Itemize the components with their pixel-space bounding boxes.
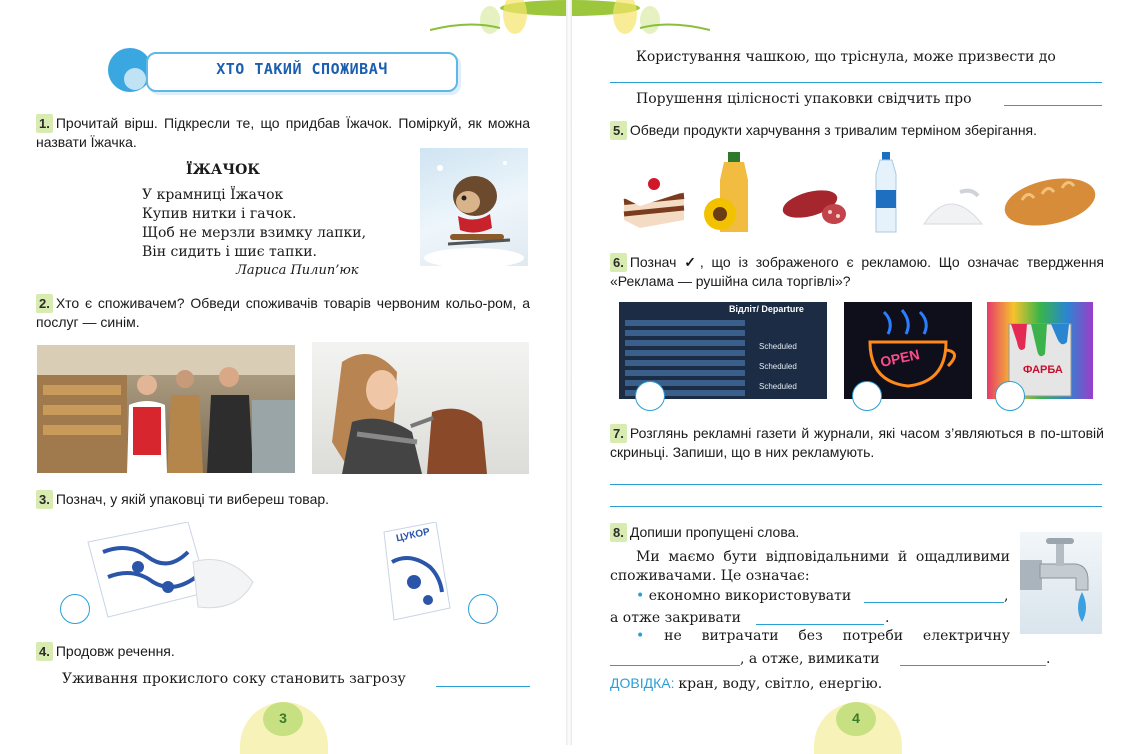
task8-text: Допиши пропущені слова.: [629, 524, 800, 540]
task4-instruction: [36, 642, 530, 661]
hedgehog-image: [420, 148, 528, 266]
hint-label: ДОВІДКА:: [610, 675, 675, 691]
task4-sentence: Уживання прокислого соку становить загрозу: [62, 671, 406, 687]
cup-sentence: Користування чашкою, що тріснула, може призвести до: [636, 49, 1056, 65]
bullet-1a-text: економно використовувати: [648, 588, 852, 604]
bullet-dot: •: [636, 628, 645, 644]
task3-number: 3.: [36, 490, 53, 509]
departure-status: Scheduled: [759, 362, 797, 371]
task4-number: 4.: [36, 642, 53, 661]
check-circle-neon-sign[interactable]: [852, 381, 882, 411]
bread-image: [1002, 172, 1098, 228]
bullet-2a-text: не витрачати без потреби електричну: [664, 628, 1010, 644]
answer-line-1b[interactable]: [756, 624, 884, 625]
task2-instruction: [36, 294, 530, 332]
hint-words: кран, воду, світло, енергію.: [678, 676, 883, 692]
task4-text: Продовж речення.: [55, 643, 175, 659]
answer-line-package[interactable]: [1004, 105, 1102, 106]
water-bottle-image: [872, 152, 900, 236]
task8-paragraph: Ми маємо бути відповідальними й ощадливими споживачами. Це означає:: [610, 549, 1010, 584]
task8-bullet-2b: , а отже, вимикати: [740, 651, 880, 667]
task5-instruction: [610, 121, 1104, 140]
task2-number: 2.: [36, 294, 53, 313]
hair-salon-photo: [312, 342, 529, 474]
task7-number: 7.: [610, 424, 627, 443]
task6-text-b: , що із зображеного є рекламою. Що означає твердження «Реклама — рушійна сила торгівлі»?: [610, 254, 1105, 289]
choice-circle-sealed-pack[interactable]: [468, 594, 498, 624]
page-title: ХТО ТАКИЙ СПОЖИВАЧ: [216, 60, 388, 78]
poem-body: [142, 186, 366, 262]
task7-instruction: [610, 424, 1104, 462]
poem-author: Лариса Пилип’юк: [236, 263, 359, 278]
task8-bullet-1a: [636, 588, 851, 604]
task3-instruction: [36, 490, 530, 509]
right-page: [572, 0, 1138, 745]
task1-number: 1.: [36, 114, 53, 133]
check-circle-paint-can[interactable]: [995, 381, 1025, 411]
task8-instruction: [610, 523, 1030, 542]
task1-text: Прочитай вірш. Підкресли те, що придбав Їжачок. Поміркуй, як можна назвати Їжачка.: [36, 115, 530, 150]
task6-instruction: [610, 253, 1104, 291]
salt-image: [920, 184, 986, 228]
task6-number: 6.: [610, 253, 627, 272]
comma-1: ,: [1004, 588, 1009, 604]
water-tap-image: [1020, 532, 1102, 634]
task2-text: Хто є споживачем? Обведи споживачів товарів червоним кольо-ром, а послуг — синім.: [36, 295, 530, 330]
period-2: .: [1046, 651, 1051, 667]
departure-status: Scheduled: [759, 342, 797, 351]
poem-line: Він сидить і шиє тапки.: [142, 244, 318, 260]
answer-line-ads-1[interactable]: [610, 484, 1102, 485]
task6-text-a: Познач: [629, 254, 677, 270]
check-circle-departure-board[interactable]: [635, 381, 665, 411]
task1-instruction: [36, 114, 530, 152]
task8-bullet-2a: [636, 628, 1010, 644]
departure-status: Scheduled: [759, 382, 797, 391]
title-bubble-small: [124, 68, 146, 90]
task3-text: Познач, у якій упаковці ти вибереш товар.: [55, 491, 330, 507]
poem-line: Купив нитки і гачок.: [142, 206, 297, 222]
task8-bullet-1b: а отже закривати: [610, 610, 741, 626]
departure-board-header: Відліт/ Departure: [729, 304, 804, 314]
cake-image: [618, 162, 690, 234]
poem-title: ЇЖАЧОК: [186, 162, 261, 178]
sugar-pack-label: ЦУКОР: [395, 526, 431, 545]
sunflower-oil-image: [702, 150, 764, 236]
answer-line-ads-2[interactable]: [610, 506, 1102, 507]
checkmark-icon: ✓: [684, 254, 700, 270]
task7-text: Розглянь рекламні газети й журнали, які часом з’являються в по-штовій скриньці. Запиши, що в них рекламують.: [610, 425, 1104, 460]
choice-circle-torn-pack[interactable]: [60, 594, 90, 624]
poem-line: Щоб не мерзли взимку лапки,: [142, 225, 367, 241]
task5-text: Обведи продукти харчування з тривалим терміном зберігання.: [629, 122, 1038, 138]
task5-number: 5.: [610, 121, 627, 140]
answer-line-1a[interactable]: [864, 602, 1004, 603]
period-1: .: [885, 610, 890, 626]
answer-line-juice[interactable]: [436, 686, 530, 687]
sausage-image: [780, 182, 850, 228]
left-page: [0, 0, 566, 745]
neon-open-text: OPEN: [878, 346, 921, 370]
task8-number: 8.: [610, 523, 627, 542]
torn-sugar-pack-image: [78, 522, 258, 622]
poem-line: У крамниці Їжачок: [142, 187, 284, 203]
page-number: 3: [279, 710, 287, 726]
grocery-shop-photo: [37, 345, 295, 473]
answer-line-cup[interactable]: [610, 82, 1102, 83]
answer-line-2b[interactable]: [900, 665, 1046, 666]
answer-line-2a[interactable]: [610, 665, 740, 666]
bullet-dot: •: [636, 588, 645, 604]
hint-block: [610, 675, 882, 692]
package-sentence: Порушення цілісності упаковки свідчить про: [636, 91, 972, 107]
page-number: 4: [852, 710, 860, 726]
paint-can-label: ФАРБА: [1023, 364, 1063, 376]
